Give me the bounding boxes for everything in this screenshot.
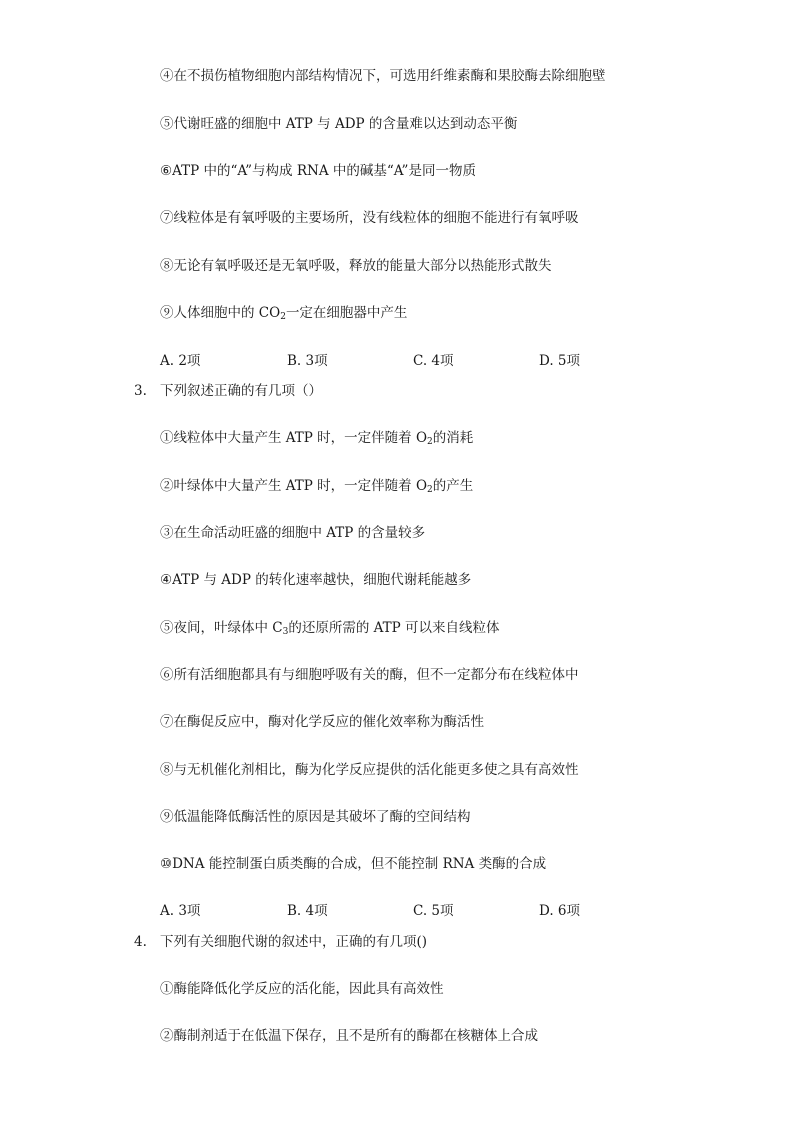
q3-statement-1-text-end: 的消耗	[432, 430, 474, 446]
q2-statement-8: ⑧无论有氧呼吸还是无氧呼吸，释放的能量大部分以热能形式散失	[160, 258, 552, 274]
q3-statement-2-text-end: 的产生	[432, 478, 474, 494]
q3-statement-5-text-end: 的还原所需的 ATP 可以来自线粒体	[288, 620, 500, 636]
q2-statement-9-subscript: 2	[280, 312, 286, 322]
q3-statement-9: ⑨低温能降低酶活性的原因是其破坏了酶的空间结构	[160, 809, 471, 825]
q3-statement-5-subscript: 3	[282, 627, 289, 637]
q3-statement-5-text: ⑤夜间，叶绿体中 C	[160, 620, 283, 636]
q2-statement-6: ⑥ATP 中的“A”与构成 RNA 中的碱基“A”是同一物质	[160, 163, 476, 179]
q3-statement-3: ③在生命活动旺盛的细胞中 ATP 的含量较多	[160, 525, 426, 541]
q3-statement-7: ⑦在酶促反应中，酶对化学反应的催化效率称为酶活性	[160, 714, 484, 730]
q3-statement-1	[160, 430, 473, 446]
q3-statement-5	[160, 620, 500, 636]
q3-statement-10: ⑩DNA 能控制蛋白质类酶的合成，但不能控制 RNA 类酶的合成	[160, 856, 547, 872]
q3-number: 3.	[134, 383, 147, 399]
q2-statement-4: ④在不损伤植物细胞内部结构情况下，可选用纤维素酶和果胶酶去除细胞壁	[160, 68, 606, 84]
q3-statement-2-text: ②叶绿体中大量产生 ATP 时，一定伴随着 O	[160, 478, 428, 494]
q3-option-b[interactable]: B. 4项	[287, 903, 328, 919]
q4-statement-1: ①酶能降低化学反应的活化能，因此具有高效性	[160, 981, 444, 997]
q3-statement-1-text: ①线粒体中大量产生 ATP 时，一定伴随着 O	[160, 430, 428, 446]
q2-statement-5: ⑤代谢旺盛的细胞中 ATP 与 ADP 的含量难以达到动态平衡	[160, 116, 518, 132]
q3-statement-6: ⑥所有活细胞都具有与细胞呼吸有关的酶，但不一定都分布在线粒体中	[160, 667, 579, 683]
q2-statement-9	[160, 305, 407, 321]
q4-stem: 下列有关细胞代谢的叙述中，正确的有几项()	[160, 934, 428, 950]
q2-option-d[interactable]: D. 5项	[539, 353, 581, 369]
q3-statement-8: ⑧与无机催化剂相比，酶为化学反应提供的活化能更多使之具有高效性	[160, 762, 579, 778]
q3-statement-2	[160, 478, 473, 494]
q4-number: 4.	[134, 934, 147, 950]
q3-statement-1-subscript: 2	[427, 437, 433, 447]
q3-option-d[interactable]: D. 6项	[539, 903, 581, 919]
q2-option-a[interactable]: A. 2项	[160, 353, 201, 369]
q2-statement-9-text: ⑨人体细胞中的 CO	[160, 305, 281, 321]
q3-stem: 下列叙述正确的有几项（）	[160, 383, 322, 399]
q3-option-c[interactable]: C. 5项	[413, 903, 454, 919]
q4-statement-2: ②酶制剂适于在低温下保存，且不是所有的酶都在核糖体上合成	[160, 1028, 538, 1044]
q2-option-c[interactable]: C. 4项	[413, 353, 454, 369]
q2-statement-9-text-end: 一定在细胞器中产生	[285, 305, 408, 321]
q3-statement-2-subscript: 2	[427, 485, 433, 495]
q3-statement-4: ④ATP 与 ADP 的转化速率越快，细胞代谢耗能越多	[160, 572, 472, 588]
q2-option-b[interactable]: B. 3项	[287, 353, 328, 369]
q2-statement-7: ⑦线粒体是有氧呼吸的主要场所，没有线粒体的细胞不能进行有氧呼吸	[160, 210, 579, 226]
q3-option-a[interactable]: A. 3项	[160, 903, 201, 919]
